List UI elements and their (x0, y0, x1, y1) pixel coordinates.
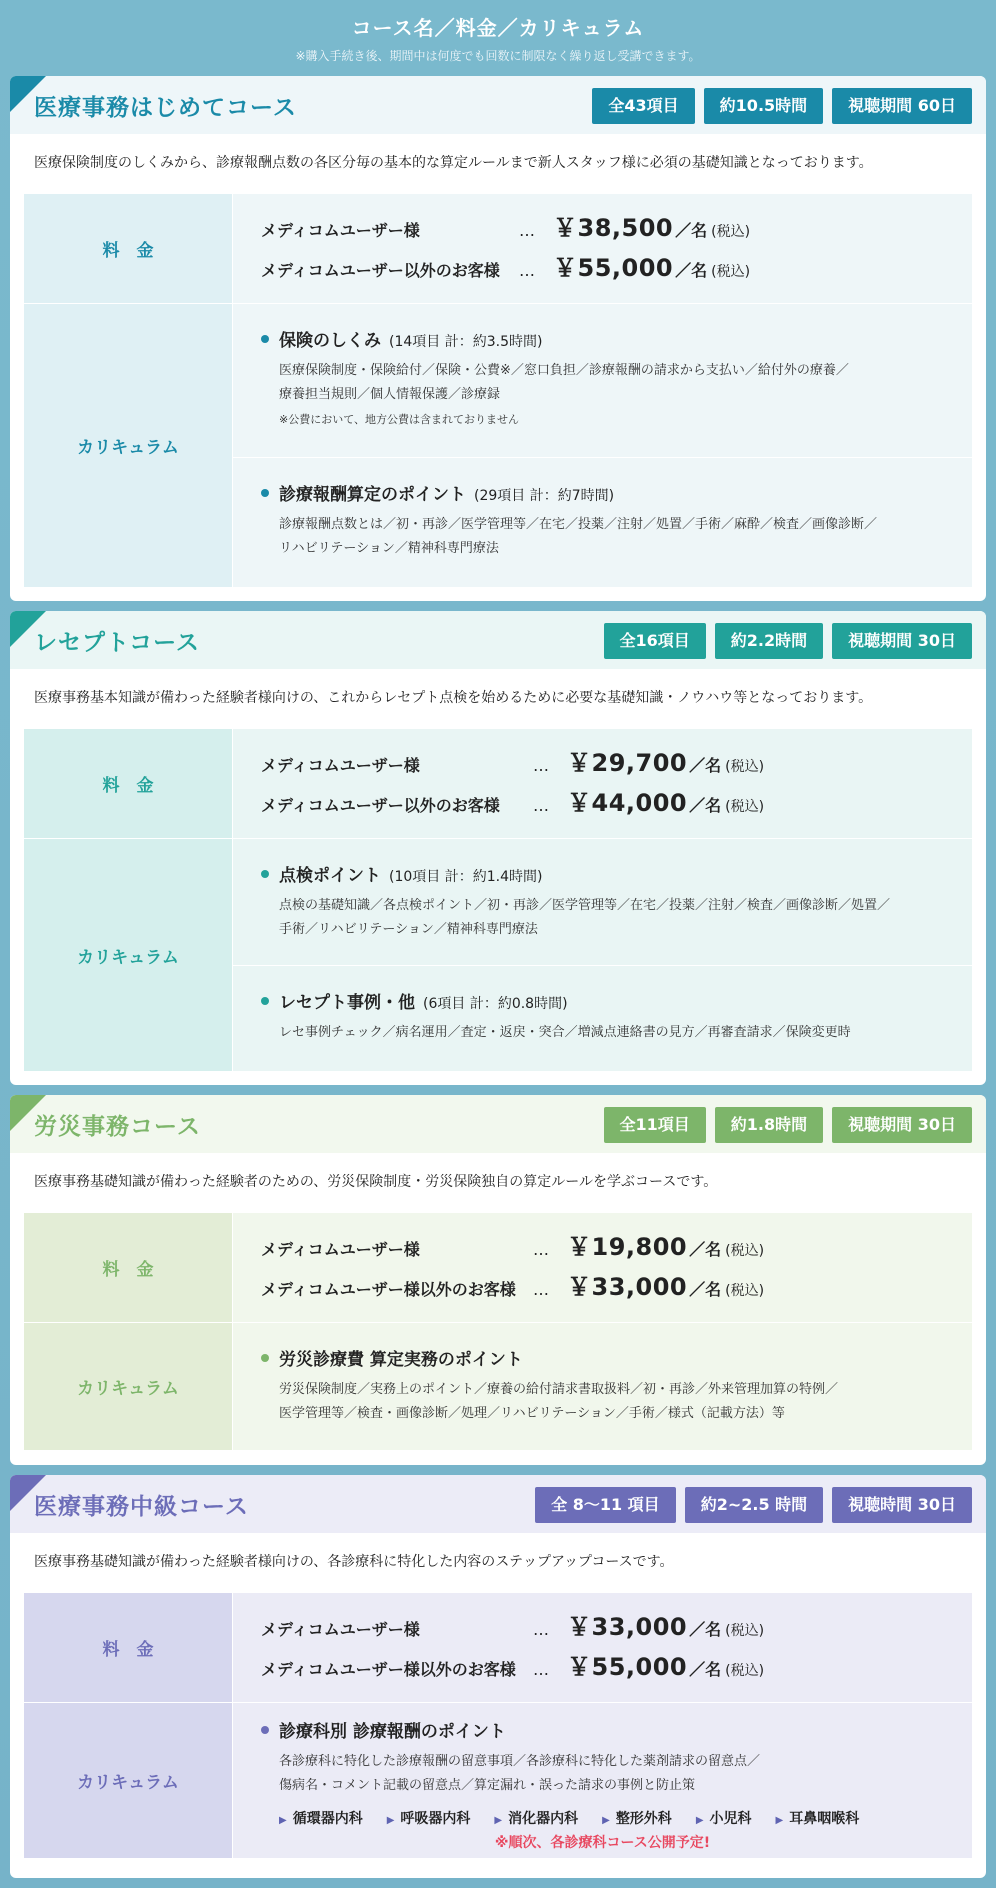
course-card-4 (10, 1475, 986, 1878)
curriculum-label: カリキュラム (24, 304, 233, 587)
badge-items: 全11項目 (604, 1107, 706, 1143)
fee-tax: (税込) (725, 759, 765, 775)
curriculum-heading (261, 480, 944, 505)
curriculum-name: 保険のしくみ (279, 331, 381, 351)
department-list (261, 1808, 944, 1828)
curriculum-meta: (6項目 計：約0.8時間) (423, 996, 568, 1012)
curriculum-topics (261, 894, 944, 942)
fee-line (261, 1647, 972, 1687)
badge-hours: 約1.8時間 (715, 1107, 823, 1143)
curriculum-label: カリキュラム (24, 1703, 233, 1858)
upcoming-notice: ※順次、各診療科コース公開予定! (494, 1835, 711, 1851)
curriculum-cell (233, 304, 972, 587)
fee-price: ￥55,000 (567, 1653, 688, 1681)
fee-label: 料 金 (24, 729, 233, 838)
course-description: 医療保険制度のしくみから、診療報酬点数の各区分毎の基本的な算定ルールまで新人スタッフ様に必須の基礎知識となっております。 (34, 155, 873, 171)
fee-price: ￥38,500 (553, 214, 674, 242)
fee-tax: (税込) (725, 799, 765, 815)
bullet-dot (261, 870, 269, 878)
bullet-dot (261, 489, 269, 497)
curriculum-meta: (29項目 計：約7時間) (474, 488, 615, 504)
curriculum-topics (261, 1378, 944, 1426)
course-card-2 (10, 611, 986, 1085)
department-name: 耳鼻咽喉科 (789, 1811, 860, 1827)
department-item (696, 1808, 752, 1828)
fee-unit: ／名 (675, 261, 708, 280)
curriculum-cell (233, 839, 972, 1071)
bullet-dot (261, 1354, 269, 1362)
curriculum-heading (261, 861, 944, 886)
curriculum-item (233, 966, 972, 1070)
fee-label: 料 金 (24, 1593, 233, 1702)
fee-who: メディコムユーザー以外のお客様 (261, 261, 500, 280)
topic-line: 労災保険制度／実務上のポイント／療養の給付請求書取扱料／初・再診／外来管理加算の特例／ (279, 1382, 839, 1397)
fee-who: メディコムユーザー様 (261, 221, 420, 240)
fee-who: メディコムユーザー様以外のお客様 (261, 1660, 516, 1679)
curriculum-topics (261, 1021, 944, 1045)
badge-items: 全 8～11 項目 (535, 1487, 676, 1523)
badge-items: 全43項目 (592, 88, 694, 124)
curriculum-heading (261, 1717, 944, 1742)
fee-dots: … (533, 756, 549, 775)
department-item (602, 1808, 672, 1828)
course-header (10, 611, 986, 669)
triangle-icon: ▶ (494, 1815, 503, 1826)
topic-line: 医療保険制度・保険給付／保険・公費※／窓口負担／診療報酬の請求から支払い／給付外の療養／ (279, 363, 849, 378)
fee-line (261, 783, 972, 823)
fee-tax: (税込) (711, 264, 751, 280)
fee-tax: (税込) (711, 224, 751, 240)
course-title: 医療事務はじめてコース (34, 94, 297, 121)
fee-line (261, 743, 972, 783)
course-title: レセプトコース (34, 629, 200, 656)
fee-dots: … (533, 1620, 549, 1639)
fee-price: ￥55,000 (553, 254, 674, 282)
curriculum-item (233, 458, 972, 586)
curriculum-topics (261, 359, 944, 407)
triangle-icon: ▶ (279, 1815, 287, 1826)
topic-line: 各診療科に特化した診療報酬の留意事項／各診療科に特化した薬剤請求の留意点／ (279, 1754, 761, 1769)
fee-dots: … (533, 1280, 549, 1299)
fee-row (24, 194, 972, 304)
course-description: 医療事務基礎知識が備わった経験者のための、労災保険制度・労災保険独自の算定ルールを学ぶコースです。 (34, 1174, 718, 1190)
fee-price: ￥44,000 (567, 789, 688, 817)
fee-dots: … (519, 221, 535, 240)
badge-period: 視聴期間 30日 (832, 623, 972, 659)
course-badges (604, 1107, 972, 1143)
fee-unit: ／名 (689, 1660, 722, 1679)
course-header (10, 1095, 986, 1153)
course-header (10, 1475, 986, 1533)
curriculum-topics (261, 513, 944, 561)
fee-cell (233, 1593, 972, 1702)
department-name: 消化器内科 (508, 1811, 579, 1827)
fee-price: ￥33,000 (567, 1273, 688, 1301)
course-description: 医療事務基本知識が備わった経験者様向けの、これからレセプト点検を始めるために必要な基礎知識・ノウハウ等となっております。 (34, 690, 873, 706)
curriculum-name: 点検ポイント (279, 866, 381, 886)
department-item (387, 1808, 471, 1828)
badge-period: 視聴期間 30日 (832, 1107, 972, 1143)
fee-unit: ／名 (689, 796, 722, 815)
fee-line (261, 208, 972, 248)
curriculum-item (233, 1323, 972, 1450)
curriculum-name: 診療報酬算定のポイント (279, 485, 466, 505)
course-description: 医療事務基礎知識が備わった経験者様向けの、各診療科に特化した内容のステップアップコースです。 (34, 1554, 674, 1570)
triangle-icon: ▶ (775, 1815, 784, 1826)
fee-who: メディコムユーザー様 (261, 1240, 420, 1259)
department-item (279, 1808, 363, 1828)
topic-line: 傷病名・コメント記載の留意点／算定漏れ・誤った請求の事例と防止策 (279, 1778, 696, 1793)
course-title: 医療事務中級コース (34, 1493, 249, 1520)
curriculum-item (233, 1703, 972, 1858)
fee-row (24, 1593, 972, 1703)
fee-price: ￥29,700 (567, 749, 688, 777)
curriculum-heading (261, 1345, 944, 1370)
fee-tax: (税込) (725, 1623, 765, 1639)
fee-price: ￥33,000 (567, 1613, 688, 1641)
badge-hours: 約2~2.5 時間 (685, 1487, 823, 1523)
topic-line: 点検の基礎知識／各点検ポイント／初・再診／医学管理等／在宅／投薬／注射／検査／画像診断／処置／ (279, 898, 891, 913)
curriculum-cell (233, 1323, 972, 1450)
curriculum-note: ※公費において、地方公費は含まれておりません (279, 413, 519, 426)
department-name: 整形外科 (615, 1811, 672, 1827)
department-name: 小児科 (709, 1811, 752, 1827)
department-name: 呼吸器内科 (400, 1811, 471, 1827)
topic-line: 手術／リハビリテーション／精神科専門療法 (279, 922, 538, 937)
curriculum-row (24, 1323, 972, 1450)
fee-unit: ／名 (689, 756, 722, 775)
triangle-icon: ▶ (386, 1815, 395, 1826)
curriculum-row (24, 1703, 972, 1858)
course-badges (592, 88, 972, 124)
curriculum-row (24, 839, 972, 1071)
fee-who: メディコムユーザー様 (261, 756, 420, 775)
course-badges (535, 1487, 972, 1523)
topic-line: 診療報酬点数とは／初・再診／医学管理等／在宅／投薬／注射／処置／手術／麻酔／検査／画像診断／ (279, 517, 878, 532)
fee-tax: (税込) (725, 1663, 765, 1679)
fee-tax: (税込) (725, 1243, 765, 1259)
triangle-icon: ▶ (695, 1815, 704, 1826)
fee-cell (233, 729, 972, 838)
badge-period: 視聴時間 30日 (832, 1487, 972, 1523)
department-item (776, 1808, 860, 1828)
badge-period: 視聴期間 60日 (832, 88, 972, 124)
fee-who: メディコムユーザー以外のお客様 (261, 796, 500, 815)
fee-line (261, 1227, 972, 1267)
topic-line: 療養担当規則／個人情報保護／診療録 (279, 387, 501, 402)
topic-line: レセ事例チェック／病名運用／査定・返戻・突合／増減点連絡書の見方／再審査請求／保険変更時 (279, 1025, 851, 1040)
curriculum-heading (261, 326, 944, 351)
fee-label: 料 金 (24, 1213, 233, 1322)
department-item (494, 1808, 578, 1828)
fee-who: メディコムユーザー様以外のお客様 (261, 1280, 516, 1299)
page-header (0, 0, 996, 66)
course-table (24, 194, 972, 587)
curriculum-cell (233, 1703, 972, 1858)
bullet-dot (261, 1726, 269, 1734)
curriculum-meta: (14項目 計：約3.5時間) (389, 334, 543, 350)
fee-dots: … (533, 1660, 549, 1679)
bullet-dot (261, 997, 269, 1005)
fee-unit: ／名 (689, 1240, 722, 1259)
fee-who: メディコムユーザー様 (261, 1620, 420, 1639)
topic-line: 医学管理等／検査・画像診断／処理／リハビリテーション／手術／様式（記載方法）等 (279, 1406, 785, 1421)
bullet-dot (261, 335, 269, 343)
fee-dots: … (533, 1240, 549, 1259)
fee-line (261, 1267, 972, 1307)
course-table (24, 729, 972, 1071)
curriculum-heading (261, 988, 944, 1013)
course-table (24, 1213, 972, 1450)
curriculum-item (233, 304, 972, 458)
fee-tax: (税込) (725, 1283, 765, 1299)
topic-line: リハビリテーション／精神科専門療法 (279, 541, 499, 556)
fee-cell (233, 194, 972, 303)
curriculum-label: カリキュラム (24, 839, 233, 1071)
fee-unit: ／名 (689, 1280, 722, 1299)
badge-hours: 約10.5時間 (704, 88, 823, 124)
fee-row (24, 1213, 972, 1323)
course-card-3 (10, 1095, 986, 1465)
fee-unit: ／名 (675, 221, 708, 240)
fee-dots: … (519, 261, 535, 280)
fee-row (24, 729, 972, 839)
badge-hours: 約2.2時間 (715, 623, 823, 659)
curriculum-name: 診療科別 診療報酬のポイント (279, 1722, 506, 1742)
fee-cell (233, 1213, 972, 1322)
curriculum-item (233, 839, 972, 966)
triangle-icon: ▶ (602, 1815, 610, 1826)
curriculum-name: 労災診療費 算定実務のポイント (279, 1350, 523, 1370)
curriculum-meta: (10項目 計：約1.4時間) (389, 869, 543, 885)
fee-line (261, 1607, 972, 1647)
fee-unit: ／名 (689, 1620, 722, 1639)
fee-line (261, 248, 972, 288)
course-badges (604, 623, 972, 659)
curriculum-topics (261, 1750, 944, 1798)
curriculum-row (24, 304, 972, 587)
badge-items: 全16項目 (604, 623, 706, 659)
course-header (10, 76, 986, 134)
course-table (24, 1593, 972, 1858)
course-card-1 (10, 76, 986, 601)
curriculum-label: カリキュラム (24, 1323, 233, 1450)
fee-price: ￥19,800 (567, 1233, 688, 1261)
department-name: 循環器内科 (292, 1811, 363, 1827)
curriculum-name: レセプト事例・他 (279, 993, 415, 1013)
page-note: ※購入手続き後、期間中は何度でも回数に制限なく繰り返し受講できます。 (295, 49, 701, 63)
fee-dots: … (533, 796, 549, 815)
course-title: 労災事務コース (34, 1113, 201, 1140)
page-title: コース名／料金／カリキュラム (351, 16, 645, 40)
fee-label: 料 金 (24, 194, 233, 303)
